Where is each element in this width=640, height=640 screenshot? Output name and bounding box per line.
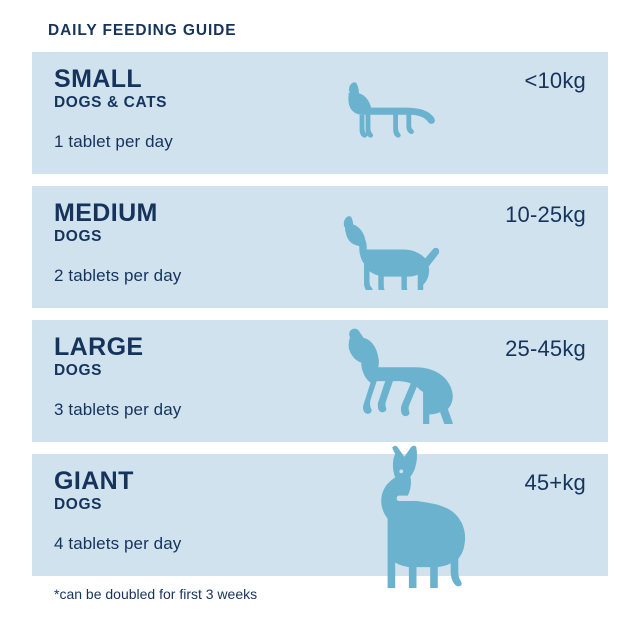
size-label: LARGE: [54, 333, 144, 361]
great-dane-silhouette-icon: [342, 444, 494, 588]
feeding-row-large: [32, 320, 608, 442]
weight-range-label: 10-25kg: [505, 202, 586, 227]
size-label: SMALL: [54, 65, 143, 93]
species-label: DOGS & CATS: [54, 94, 168, 112]
dose-label: 3 tablets per day: [54, 400, 182, 419]
species-label: DOGS: [54, 362, 103, 380]
species-label: DOGS: [54, 496, 103, 514]
species-label: DOGS: [54, 228, 103, 246]
weight-range-label: 25-45kg: [505, 336, 586, 361]
weight-range-label: <10kg: [524, 68, 586, 93]
page-title: DAILY FEEDING GUIDE: [48, 22, 237, 39]
weight-range-label: 45+kg: [524, 470, 586, 495]
feeding-row-giant: [32, 454, 608, 576]
feeding-row-small: [32, 52, 608, 174]
dose-label: 2 tablets per day: [54, 266, 182, 285]
feeding-guide-rows: [32, 52, 608, 576]
dose-label: 4 tablets per day: [54, 534, 182, 553]
dose-label: 1 tablet per day: [54, 132, 173, 151]
size-label: MEDIUM: [54, 199, 158, 227]
size-label: GIANT: [54, 467, 134, 495]
feeding-row-medium: [32, 186, 608, 308]
footnote: *can be doubled for first 3 weeks: [54, 586, 258, 602]
